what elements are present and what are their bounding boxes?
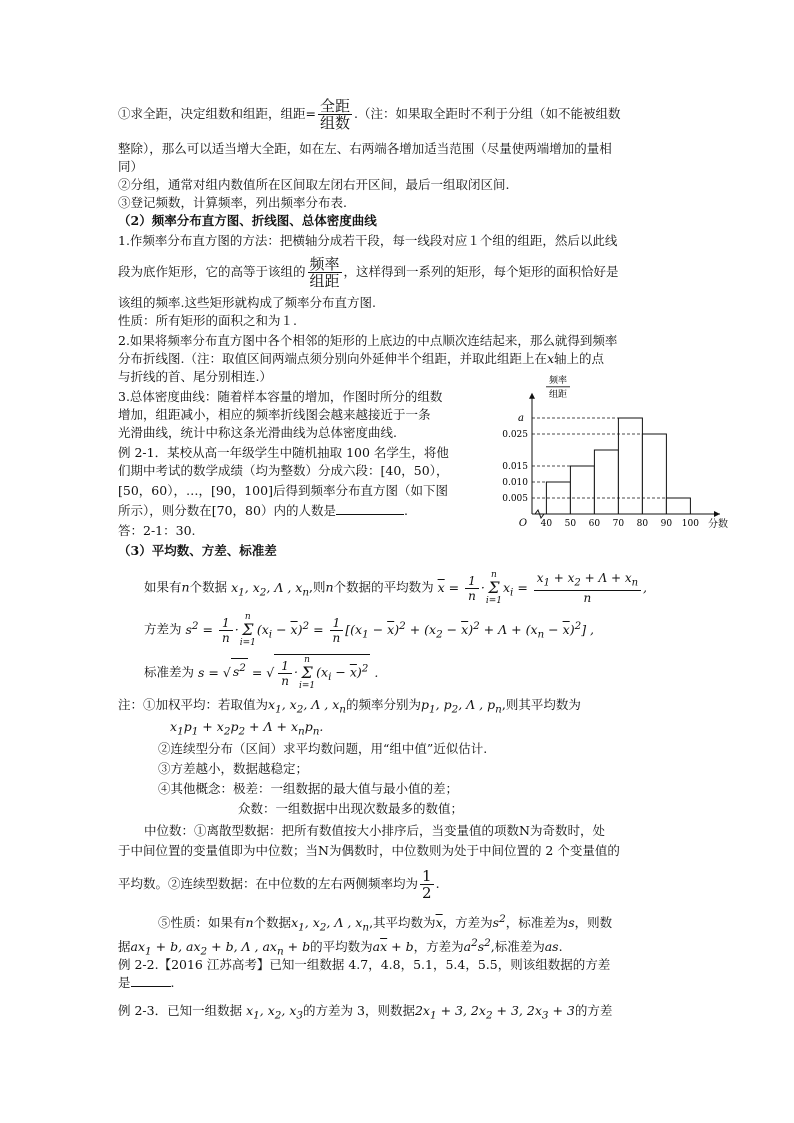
inline-text: . (170, 975, 175, 990)
property-line: 据$ax_1 + b$, $ax_2 + b$, Λ , $ax_n + b$的平均数为$a\overline{x} + b$，方差为$a^2s^2$,标准差为as. (118, 937, 563, 958)
y-axis-label-denominator: 组距 (548, 389, 568, 400)
example-2-1-line: [50，60），…，[90，100]后得到频率分布直方图（如下图 (118, 483, 448, 498)
inline-text: . (403, 503, 408, 518)
inline-text: . (435, 876, 440, 891)
inline-text: 所示），则分数在[70，80）内的人数是 (118, 503, 336, 518)
median-line: 于中间位置的变量值即为中位数；当N为偶数时，中位数则为处于中间位置的 2 个变量值的 (118, 843, 620, 858)
note-3: ③方差越小，数据越稳定； (158, 761, 309, 776)
property-line: ⑤性质：如果有n个数据$x_1$, $x_2$, Λ , $x_n$,其平均数为$\overline{x}$，方差为$s^2$，标准差为s，则数 (158, 913, 613, 934)
fraction-denominator: 组数 (319, 114, 350, 132)
inline-text: 例 2-3．已知一组数据 (118, 1003, 243, 1018)
y-tick-label: 0.010 (502, 478, 528, 488)
x-tick-label: 70 (612, 519, 625, 529)
inline-text: 标准差为 (494, 939, 545, 955)
paragraph-line: 该组的频率.这些矩形就构成了频率分布直方图. (118, 295, 376, 310)
inline-text: 轴上的点 (554, 351, 605, 366)
inline-text: 个数据的平均数为 (333, 579, 434, 595)
fraction-denominator: 2 (422, 884, 432, 902)
math-expression: $x_1$, $x_2$, Λ , $x_n$ (268, 697, 346, 716)
answer-blank (131, 974, 171, 987)
math-expression: $2x_1 + 3$, $2x_2 + 3$, $2x_3 + 3$ (414, 1003, 575, 1022)
frequency-histogram (480, 374, 728, 534)
y-tick-label: 0.005 (502, 494, 528, 504)
origin-label: O (518, 518, 528, 529)
histogram-bar (594, 450, 618, 514)
x-tick-label: 40 (540, 519, 553, 529)
inline-text: 的方差为 3，则数据 (303, 1003, 415, 1018)
fraction-numerator: 全距 (319, 97, 350, 115)
freq-over-width-fraction (308, 256, 342, 289)
inline-text: 其平均数为 (373, 915, 436, 931)
inline-text: ，则数 (574, 915, 613, 931)
paragraph-line: 与折线的首、尾分别相连.） (118, 369, 272, 384)
x-tick-label: 50 (564, 519, 577, 529)
example-2-1-line: 们期中考试的数学成绩（均为整数）分成六段：[40，50）， (118, 463, 449, 478)
section-2-heading: （2）频率分布直方图、折线图、总体密度曲线 (118, 213, 377, 228)
inline-text: ，标准差为 (505, 915, 569, 931)
x-tick-label: 60 (588, 519, 601, 529)
histogram-bar (666, 498, 690, 514)
median-line: 中位数：①离散型数据：把所有数值按大小排序后，当变量值的项数N为奇数时，处 (144, 823, 605, 838)
step-2-line: ②分组，通常对组内数值所在区间取左闭右开区间，最后一组取闭区间. (118, 177, 510, 192)
step-1-note: .（注：如果取全距时不利于分组（如不能被组数 (354, 106, 621, 121)
y-tick-label-a: a (518, 413, 524, 424)
paragraph-line: 1.作频率分布直方图的方法：把横轴分成若干段，每一线段对应１个组的组距，然后以此线 (118, 233, 618, 248)
histogram-bar (570, 466, 594, 514)
paragraph-line: 2.如果将频率分布直方图中各个相邻的矩形的上底边的中点顺次连结起来，那么就得到频率 (118, 333, 618, 348)
math-expression: $x_1$, $x_2$, Λ , $x_n$ (291, 915, 370, 934)
example-2-3-line (118, 1002, 612, 1025)
math-expression: $p_1$, $p_2$, Λ , $p_n$ (421, 697, 502, 716)
note-4: ④其他概念：极差：一组数据的最大值与最小值的差； (158, 781, 459, 796)
x-tick-label: 80 (636, 519, 649, 529)
y-tick-label: 0.025 (502, 430, 528, 440)
inline-text: ⑤性质：如果有 (158, 915, 246, 931)
paragraph-line: 同） (118, 159, 144, 174)
histogram-bar (618, 418, 642, 514)
step-3-line: ③登记频数，计算频率，列出频率分布表. (118, 195, 347, 210)
inline-text: 则 (313, 579, 326, 595)
fraction-denominator: 组距 (309, 272, 340, 290)
histogram-bar (642, 434, 666, 514)
inline-text: ，方差为 (413, 939, 464, 955)
range-fraction (318, 98, 352, 131)
step-1-line (118, 98, 620, 131)
math-expression: $ax_1 + b$, $ax_2 + b$, Λ , $ax_n + b$ (130, 939, 311, 958)
x-tick-label: 100 (681, 519, 699, 529)
example-2-2-line (118, 974, 175, 992)
paragraph-line (118, 256, 619, 289)
inline-text: 标准差为 (144, 664, 195, 680)
inline-text: 如果有 (144, 579, 182, 595)
variance-formula-line (144, 612, 594, 648)
variance-formula: $s^2$ = $\frac{1}{n}$ ·n Σ $i=1(x_i - \overline{x})^2$ = $\frac{1}{n}$ $[(x_1 - \overline{x})^2 + (x_2 - \overline{x})^2 + \Lambda + (x_n - \overline{x})^2]$ , (185, 612, 595, 648)
math-variable: n (325, 579, 334, 595)
note-4-mode: 众数：一组数据中出现次数最多的数值； (238, 801, 464, 816)
math-variable: x (546, 351, 555, 366)
x-axis-label: 分数 (708, 519, 728, 530)
std-formula-line (144, 654, 378, 691)
inline-text: 注：①加权平均：若取值为 (118, 697, 269, 712)
mean-formula: $\overline{x}$ = $\frac{1}{n}$ ·n Σ $i=1x_i$ = $\frac{x_1 + x_2 + \Lambda + x_n}{n}$ , (437, 570, 648, 606)
inline-text: 的平均数为 (310, 939, 373, 955)
half-fraction (420, 868, 434, 901)
mean-formula-line: 如果有n个数据 $x_1$, $x_2$, Λ , $x_n$,则n个数据的平均数为 $\overline{x}$ = $\frac{1}{n}$ ·n Σ $i=1x_i$ = $\frac{x_1 + x_2 + \Lambda + x_n}{n}$ , (144, 570, 648, 606)
inline-text: 个数据 (189, 579, 228, 595)
inline-text: 则其平均数为 (505, 697, 581, 712)
std-formula: s = √ $s^2$ = √ $\frac{1}{n}$ ·n Σ $i=1(x_i - \overline{x})^2$ . (198, 655, 379, 691)
weighted-mean-formula: $x_1p_1 + x_2p_2 + \Lambda + x_np_n$. (170, 719, 324, 738)
paragraph-line: 增加，组距减小，相应的频率折线图会越来越接近于一条 (118, 407, 431, 422)
answer-blank (336, 502, 404, 515)
inline-text: 的方差 (574, 1003, 613, 1018)
inline-text: 平均数。②连续型数据：在中位数的左右两侧频率均为 (118, 876, 419, 891)
fraction-numerator: 频率 (309, 255, 340, 273)
note-2: ②连续型分布（区间）求平均数问题，用“组中值”近似估计. (158, 741, 488, 756)
inline-text: 段为底作矩形，它的高等于该组的 (118, 264, 306, 279)
y-axis-arrow (529, 393, 535, 399)
inline-text: ，这样得到一系列的矩形，每个矩形的面积恰好是 (343, 264, 619, 279)
property-line: 性质：所有矩形的面积之和为１. (118, 313, 297, 328)
paragraph-line: 光滑曲线，统计中称这条光滑曲线为总体密度曲线. (118, 425, 397, 440)
x-axis-arrow (714, 511, 720, 517)
inline-text: 分布折线图.（注：取值区间两端点须分别向外延伸半个组距，并取此组距上在 (118, 351, 547, 366)
example-2-1-line: 例 2-1．某校从高一年级学生中随机抽取 100 名学生，将他 (118, 445, 449, 460)
inline-text: 的频率分别为 (345, 697, 421, 712)
inline-text: ，方差为 (442, 915, 493, 931)
x-tick-label: 90 (660, 519, 673, 529)
fraction-numerator: 1 (422, 867, 432, 885)
y-axis-label-numerator: 频率 (548, 375, 568, 386)
step-1-text: ①求全距，决定组数和组距，组距= (118, 106, 316, 121)
y-tick-label: 0.015 (502, 462, 528, 472)
inline-text: 方差为 (144, 621, 182, 637)
inline-text: 据 (118, 939, 131, 955)
math-expression: $x_1$, $x_2$, Λ , $x_n$ (231, 579, 310, 598)
example-2-1-line (118, 502, 408, 520)
paragraph-line (118, 350, 604, 368)
note-weighted-mean: 注：①加权平均：若取值为$x_1$, $x_2$, Λ , $x_n$的频率分别为$p_1$, $p_2$, Λ , $p_n$,则其平均数为 (118, 697, 581, 716)
paragraph-line: 3.总体密度曲线：随着样本容量的增加，作图时所分的组数 (118, 389, 443, 404)
inline-text: 个数据 (253, 915, 292, 931)
math-expression: $x_1$, $x_2$, $x_3$ (246, 1003, 304, 1022)
answer-line: 答：2-1：30. (118, 523, 196, 538)
example-2-2-line: 例 2-2.【2016 江苏高考】已知一组数据 4.7，4.8，5.1，5.4，5.5，则该组数据的方差 (118, 957, 611, 972)
paragraph-line: 整除），那么可以适当增大全距，如在左、右两端各增加适当范围（尽量使两端增加的量相 (118, 141, 612, 156)
section-3-heading: （3）平均数、方差、标准差 (118, 543, 277, 558)
inline-text: 是 (118, 975, 131, 990)
median-line (118, 868, 440, 901)
math-variable: n (181, 579, 190, 595)
